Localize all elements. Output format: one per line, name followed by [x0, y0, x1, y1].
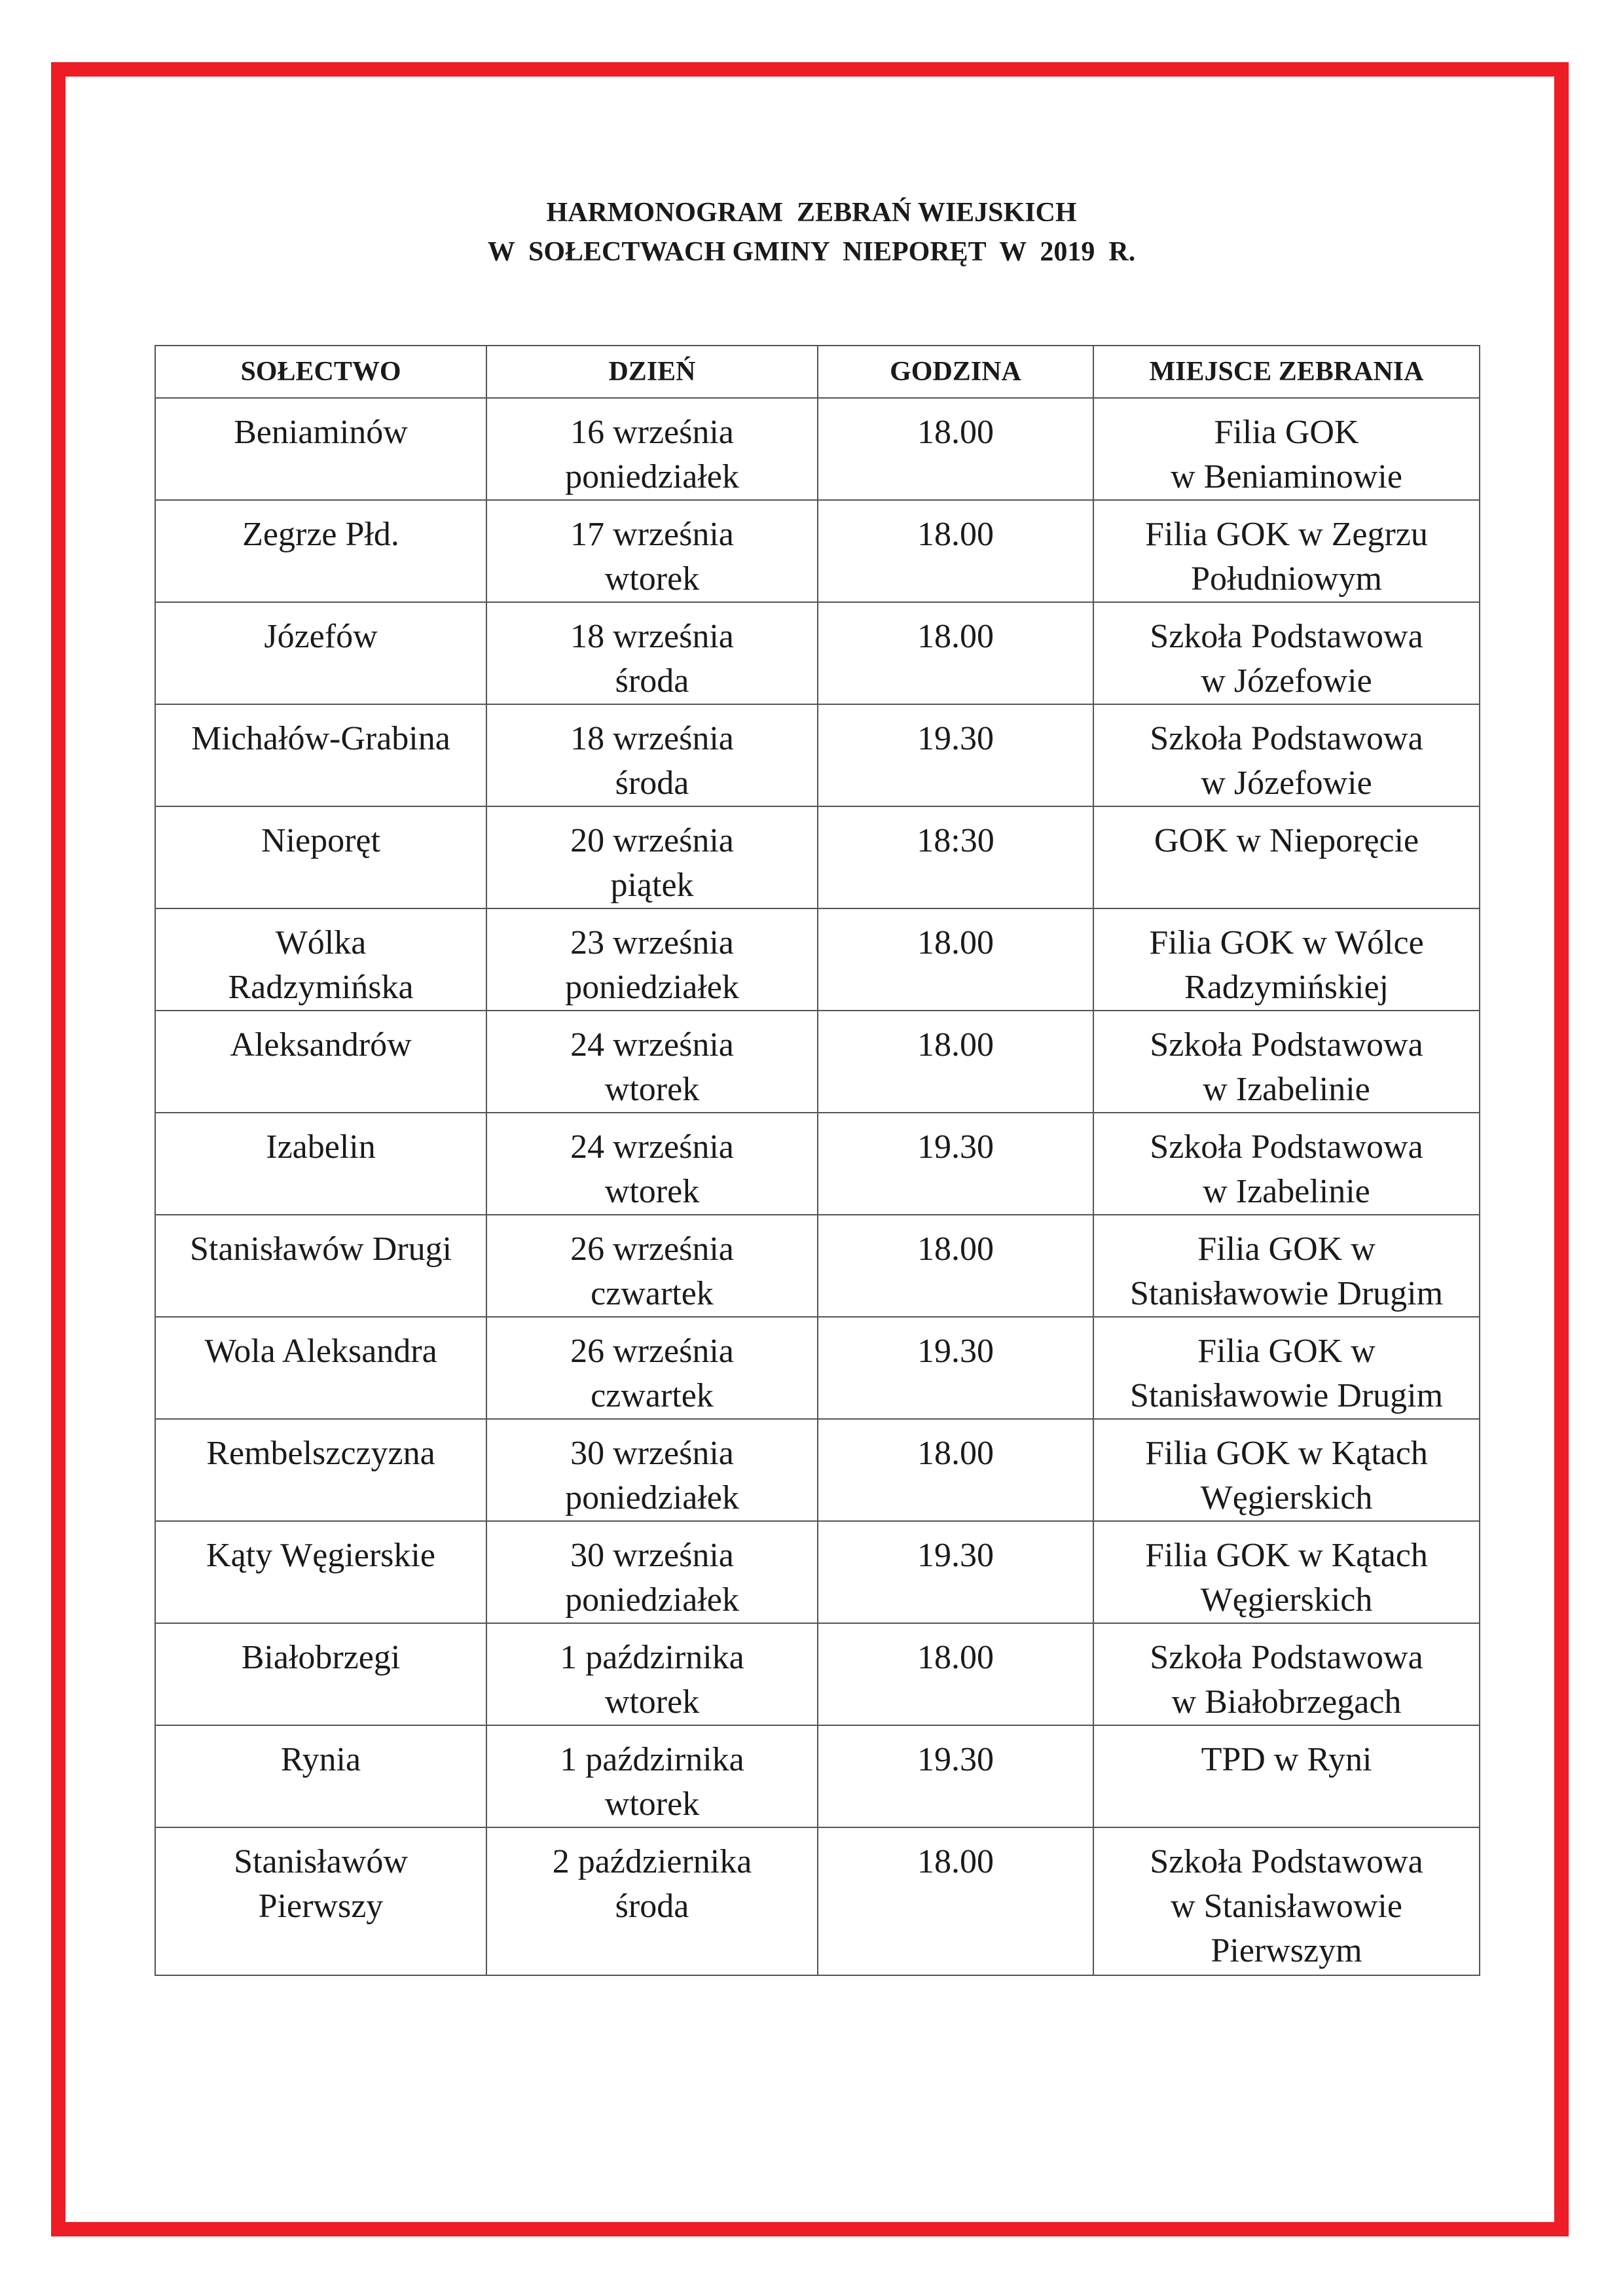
cell-miejsce-line: w Józefowie [1201, 764, 1372, 802]
cell-miejsce-line: w Izabelinie [1203, 1173, 1370, 1210]
cell-solectwo [155, 398, 486, 500]
cell-solectwo [155, 1623, 486, 1725]
cell-miejsce [1093, 1317, 1480, 1419]
cell-godzina: 19.30 [818, 1521, 1093, 1623]
cell-miejsce-line: Szkoła Podstawowa [1150, 1026, 1423, 1064]
cell-godzina: 19.30 [818, 1113, 1093, 1215]
table-row [155, 398, 1480, 500]
cell-miejsce-line: Stanisławowie Drugim [1129, 1275, 1444, 1312]
table-row [155, 1011, 1480, 1113]
document-title-line-1: HARMONOGRAM ZEBRAŃ WIEJSKICH [546, 198, 1077, 228]
header-miejsce: MIEJSCE ZEBRANIA [1093, 346, 1480, 398]
cell-godzina: 18.00 [818, 1623, 1093, 1725]
cell-dzien-line: 1 paździrnika [560, 1639, 744, 1676]
cell-godzina: 18.00 [818, 1011, 1093, 1113]
cell-dzien [486, 1317, 818, 1419]
cell-dzien-line: poniedziałek [565, 458, 739, 495]
cell-solectwo [155, 704, 486, 806]
cell-godzina: 19.30 [818, 1317, 1093, 1419]
table-row [155, 1827, 1480, 1975]
cell-dzien-line: środa [615, 662, 689, 700]
cell-godzina: 18.00 [818, 908, 1093, 1011]
cell-solectwo-line: Izabelin [266, 1128, 376, 1166]
cell-godzina: 19.30 [818, 704, 1093, 806]
cell-solectwo-line: Aleksandrów [230, 1026, 412, 1064]
cell-dzien-line: 18 września [570, 720, 734, 757]
table-row [155, 1521, 1480, 1623]
cell-solectwo-line: Zegrze Płd. [242, 516, 399, 553]
cell-miejsce-line: Filia GOK [1214, 414, 1359, 451]
cell-dzien-line: 20 września [570, 822, 734, 859]
table-row [155, 1113, 1480, 1215]
cell-miejsce [1093, 398, 1480, 500]
cell-dzien [486, 1623, 818, 1725]
cell-dzien-line: wtorek [604, 1173, 700, 1210]
cell-dzien-line: 24 września [570, 1026, 734, 1064]
cell-solectwo [155, 1113, 486, 1215]
cell-solectwo [155, 1317, 486, 1419]
cell-solectwo [155, 602, 486, 704]
cell-dzien [486, 806, 818, 908]
cell-godzina: 18.00 [818, 1215, 1093, 1317]
cell-solectwo [155, 1725, 486, 1827]
cell-dzien [486, 398, 818, 500]
cell-miejsce [1093, 1215, 1480, 1317]
header-solectwo: SOŁECTWO [155, 346, 486, 398]
cell-dzien-line: 30 września [570, 1537, 734, 1574]
cell-godzina: 18.00 [818, 602, 1093, 704]
cell-miejsce [1093, 1521, 1480, 1623]
cell-miejsce [1093, 1725, 1480, 1827]
cell-solectwo-line: Michałów-Grabina [191, 720, 450, 757]
cell-miejsce-line: Filia GOK w Kątach [1145, 1537, 1428, 1574]
table-row [155, 908, 1480, 1011]
table-row [155, 1317, 1480, 1419]
cell-dzien [486, 1725, 818, 1827]
cell-solectwo [155, 1419, 486, 1521]
table-header [155, 346, 1480, 398]
cell-solectwo [155, 908, 486, 1011]
cell-solectwo [155, 500, 486, 602]
cell-miejsce-line: GOK w Nieporęcie [1154, 822, 1419, 859]
cell-dzien-line: 16 września [570, 414, 734, 451]
cell-solectwo-line: Stanisławów Drugi [189, 1230, 452, 1268]
cell-dzien [486, 500, 818, 602]
cell-dzien-line: środa [615, 1888, 689, 1925]
cell-miejsce-line: w Józefowie [1201, 662, 1372, 700]
cell-solectwo-line: Radzymińska [228, 969, 414, 1006]
cell-miejsce-line: Węgierskich [1200, 1581, 1373, 1619]
cell-dzien-line: 26 września [570, 1333, 734, 1370]
cell-solectwo-line: Stanisławów [234, 1843, 408, 1880]
cell-godzina: 18.00 [818, 1419, 1093, 1521]
table-body [155, 398, 1480, 1975]
cell-solectwo-line: Białobrzegi [241, 1639, 401, 1676]
cell-solectwo-line: Rynia [280, 1741, 361, 1778]
cell-dzien-line: 18 września [570, 618, 734, 655]
cell-miejsce [1093, 806, 1480, 908]
cell-dzien-line: czwartek [591, 1275, 714, 1312]
cell-miejsce-line: w Beniaminowie [1171, 458, 1402, 495]
cell-dzien [486, 602, 818, 704]
table-row [155, 1419, 1480, 1521]
header-dzien: DZIEŃ [486, 346, 818, 398]
cell-miejsce [1093, 908, 1480, 1011]
cell-miejsce-line: Szkoła Podstawowa [1150, 1843, 1423, 1880]
cell-dzien [486, 1521, 818, 1623]
cell-miejsce-line: Filia GOK w Zegrzu [1145, 516, 1428, 553]
cell-dzien-line: 17 września [570, 516, 734, 553]
cell-miejsce [1093, 1011, 1480, 1113]
cell-dzien-line: poniedziałek [565, 1479, 739, 1516]
cell-solectwo-line: Pierwszy [258, 1888, 384, 1925]
cell-solectwo [155, 1827, 486, 1975]
cell-dzien-line: 1 paździrnika [560, 1741, 744, 1778]
cell-solectwo-line: Wola Aleksandra [204, 1333, 437, 1370]
cell-miejsce [1093, 602, 1480, 704]
cell-miejsce-line: Radzymińskiej [1184, 969, 1389, 1006]
meeting-schedule-table [155, 345, 1480, 1976]
cell-miejsce-line: Szkoła Podstawowa [1150, 720, 1423, 757]
table-row [155, 1623, 1480, 1725]
cell-solectwo [155, 806, 486, 908]
cell-solectwo-line: Nieporęt [261, 822, 380, 859]
cell-miejsce [1093, 704, 1480, 806]
table-row [155, 704, 1480, 806]
cell-miejsce-line: Południowym [1191, 560, 1382, 598]
cell-dzien-line: 26 września [570, 1230, 734, 1268]
cell-dzien-line: wtorek [604, 1071, 700, 1108]
cell-solectwo-line: Rembelszczyzna [206, 1435, 435, 1472]
cell-solectwo-line: Beniaminów [234, 414, 408, 451]
cell-miejsce-line: Filia GOK w [1197, 1333, 1376, 1370]
cell-miejsce-line: Stanisławowie Drugim [1129, 1377, 1444, 1414]
cell-dzien-line: 2 października [552, 1843, 752, 1880]
table-row [155, 1725, 1480, 1827]
cell-godzina: 18:30 [818, 806, 1093, 908]
cell-dzien-line: 24 września [570, 1128, 734, 1166]
cell-miejsce-line: w Białobrzegach [1171, 1683, 1402, 1721]
cell-dzien [486, 1419, 818, 1521]
cell-miejsce-line: Szkoła Podstawowa [1150, 1639, 1423, 1676]
cell-dzien-line: 30 września [570, 1435, 734, 1472]
cell-miejsce [1093, 1419, 1480, 1521]
cell-dzien [486, 704, 818, 806]
cell-dzien-line: 23 września [570, 924, 734, 961]
header-godzina: GODZINA [818, 346, 1093, 398]
cell-miejsce-line: Szkoła Podstawowa [1150, 618, 1423, 655]
cell-miejsce [1093, 1827, 1480, 1975]
cell-dzien [486, 1215, 818, 1317]
cell-dzien-line: poniedziałek [565, 969, 739, 1006]
cell-dzien-line: wtorek [604, 1785, 700, 1823]
cell-dzien [486, 908, 818, 1011]
cell-dzien [486, 1011, 818, 1113]
cell-solectwo [155, 1215, 486, 1317]
table-row [155, 500, 1480, 602]
cell-dzien-line: wtorek [604, 1683, 700, 1721]
cell-solectwo [155, 1521, 486, 1623]
cell-solectwo-line: Wólka [275, 924, 367, 961]
cell-miejsce-line: w Izabelinie [1203, 1071, 1370, 1108]
cell-miejsce [1093, 500, 1480, 602]
cell-solectwo-line: Józefów [264, 618, 378, 655]
cell-miejsce-line: Filia GOK w Wólce [1149, 924, 1424, 961]
cell-dzien [486, 1113, 818, 1215]
document-title-line-2: W SOŁECTWACH GMINY NIEPORĘT W 2019 R. [487, 237, 1136, 267]
cell-miejsce [1093, 1113, 1480, 1215]
cell-dzien [486, 1827, 818, 1975]
cell-dzien-line: poniedziałek [565, 1581, 739, 1619]
cell-godzina: 18.00 [818, 1827, 1093, 1975]
cell-miejsce-line: Węgierskich [1200, 1479, 1373, 1516]
cell-miejsce-line: TPD w Ryni [1201, 1741, 1372, 1778]
cell-miejsce-line: Pierwszym [1211, 1932, 1362, 1969]
cell-miejsce [1093, 1623, 1480, 1725]
table-row [155, 1215, 1480, 1317]
cell-miejsce-line: Filia GOK w [1197, 1230, 1376, 1268]
cell-miejsce-line: w Stanisławowie [1171, 1888, 1402, 1925]
cell-godzina: 18.00 [818, 500, 1093, 602]
cell-miejsce-line: Szkoła Podstawowa [1150, 1128, 1423, 1166]
cell-solectwo-line: Kąty Węgierskie [206, 1537, 435, 1574]
cell-dzien-line: czwartek [591, 1377, 714, 1414]
cell-miejsce-line: Filia GOK w Kątach [1145, 1435, 1428, 1472]
cell-dzien-line: wtorek [604, 560, 700, 598]
cell-dzien-line: piątek [610, 867, 694, 904]
cell-solectwo [155, 1011, 486, 1113]
cell-godzina: 18.00 [818, 398, 1093, 500]
table-row [155, 602, 1480, 704]
cell-godzina: 19.30 [818, 1725, 1093, 1827]
table-row [155, 806, 1480, 908]
cell-dzien-line: środa [615, 764, 689, 802]
table-header-row [155, 346, 1480, 398]
